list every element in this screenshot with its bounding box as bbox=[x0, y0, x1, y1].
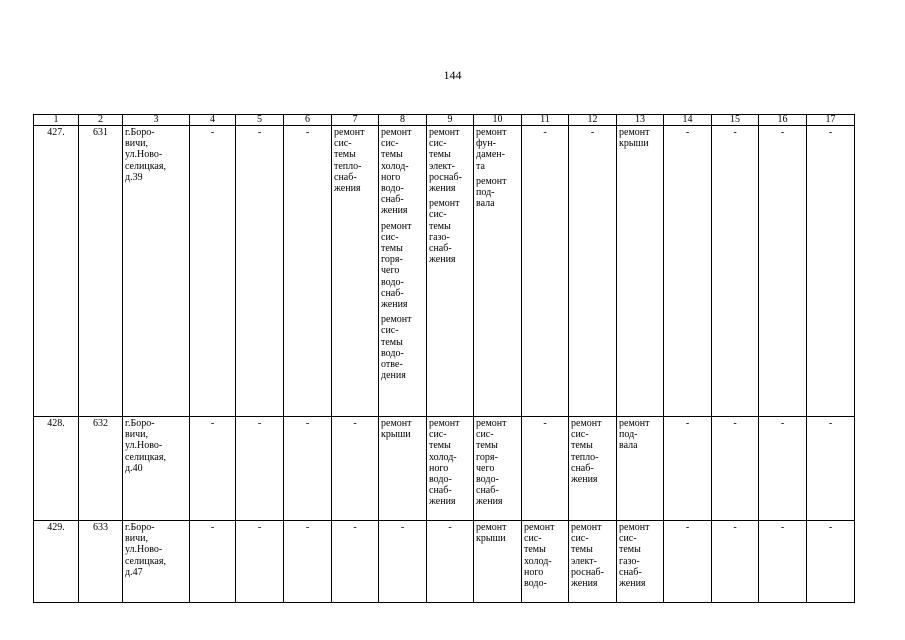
column-header: 17 bbox=[807, 115, 855, 126]
table-cell-empty: - bbox=[236, 126, 284, 417]
table-cell-number: 427. bbox=[34, 126, 79, 417]
column-header: 6 bbox=[284, 115, 332, 126]
table-cell-number: 631 bbox=[79, 126, 123, 417]
work-item-line: снаб- bbox=[381, 287, 404, 299]
address-line: г.Боро- bbox=[125, 418, 155, 429]
work-item-line: холод- bbox=[429, 451, 457, 463]
table-cell-work bbox=[474, 417, 522, 521]
work-item-line: ремонт bbox=[571, 522, 602, 533]
column-header: 7 bbox=[332, 115, 379, 126]
work-item-line: темы bbox=[334, 149, 356, 161]
work-item-line: ного bbox=[381, 171, 401, 183]
work-item-line: ремонт bbox=[429, 198, 460, 210]
work-item bbox=[381, 127, 424, 217]
table-cell-work bbox=[617, 126, 664, 417]
work-item-line: под- bbox=[476, 187, 495, 199]
column-header: 12 bbox=[569, 115, 617, 126]
address-line: д.40 bbox=[125, 462, 143, 474]
table-cell-empty: - bbox=[807, 417, 855, 521]
work-item-line: ремонт bbox=[381, 314, 412, 326]
work-item-line: вала bbox=[619, 440, 638, 452]
table-cell-work bbox=[617, 521, 664, 603]
work-item bbox=[571, 418, 614, 485]
work-item-line: ремонт bbox=[524, 522, 555, 533]
address-line: д.39 bbox=[125, 171, 143, 183]
table-cell-empty: - bbox=[284, 126, 332, 417]
work-item-line: ного bbox=[524, 566, 544, 578]
work-item-line: жения bbox=[429, 496, 456, 508]
address-line: вичи, bbox=[125, 138, 148, 150]
table-cell-empty: - bbox=[712, 521, 759, 603]
work-item-line: ремонт bbox=[619, 127, 650, 138]
table-cell-number: 632 bbox=[79, 417, 123, 521]
work-item-line: жения bbox=[619, 578, 646, 590]
work-item bbox=[619, 127, 661, 149]
work-item-line: ремонт bbox=[429, 418, 460, 429]
work-item-line: темы bbox=[429, 220, 451, 232]
work-item-line: снаб- bbox=[334, 171, 357, 183]
column-header: 1 bbox=[34, 115, 79, 126]
work-item-line: горя- bbox=[381, 254, 403, 266]
work-item bbox=[381, 418, 424, 440]
column-header: 13 bbox=[617, 115, 664, 126]
work-item bbox=[619, 418, 661, 452]
table-cell-empty: - bbox=[807, 126, 855, 417]
work-item-line: ного bbox=[429, 462, 449, 474]
work-item-line: жения bbox=[334, 183, 361, 195]
work-item bbox=[476, 127, 519, 172]
page-number: 144 bbox=[443, 68, 462, 82]
table-cell-empty: - bbox=[332, 417, 379, 521]
work-item-line: водо- bbox=[381, 276, 404, 288]
work-item-line: крыши bbox=[619, 138, 649, 150]
work-item-line: тепло- bbox=[571, 451, 599, 463]
work-item bbox=[571, 522, 614, 589]
work-item-line: сис- bbox=[381, 325, 399, 337]
column-header: 9 bbox=[427, 115, 474, 126]
work-item-line: темы bbox=[571, 544, 593, 556]
table-cell-number: 633 bbox=[79, 521, 123, 603]
work-item-line: сис- bbox=[571, 429, 589, 441]
column-header: 14 bbox=[664, 115, 712, 126]
table-row bbox=[34, 417, 855, 521]
work-item-line: элект- bbox=[429, 160, 455, 172]
work-item-line: крыши bbox=[381, 429, 411, 441]
work-item-line: ремонт bbox=[476, 418, 507, 429]
table-cell-empty: - bbox=[379, 521, 427, 603]
table-cell-empty: - bbox=[664, 417, 712, 521]
work-item-line: темы bbox=[381, 149, 403, 161]
table-cell-number: 429. bbox=[34, 521, 79, 603]
work-item-line: отве- bbox=[381, 359, 403, 371]
table-cell-empty: - bbox=[712, 126, 759, 417]
table-cell-empty: - bbox=[284, 521, 332, 603]
table-cell-work bbox=[474, 521, 522, 603]
work-item-line: темы bbox=[429, 440, 451, 452]
work-item-line: ремонт bbox=[334, 127, 365, 138]
work-item bbox=[429, 127, 471, 194]
work-item-line: ремонт bbox=[429, 127, 460, 138]
work-item-line: сис- bbox=[334, 138, 352, 150]
work-item-line: газо- bbox=[429, 231, 450, 243]
work-item-line: крыши bbox=[476, 533, 506, 545]
work-item-line: роснаб- bbox=[429, 171, 462, 183]
work-item-line: жения bbox=[381, 205, 408, 217]
work-item-line: темы bbox=[381, 336, 403, 348]
column-header: 16 bbox=[759, 115, 807, 126]
table-cell-address bbox=[123, 417, 190, 521]
table-cell-work bbox=[522, 521, 569, 603]
table-cell-empty: - bbox=[522, 126, 569, 417]
work-item-line: та bbox=[476, 160, 485, 172]
table-cell-empty: - bbox=[190, 417, 236, 521]
work-item-line: сис- bbox=[476, 429, 494, 441]
table-cell-empty: - bbox=[664, 521, 712, 603]
work-item-line: снаб- bbox=[429, 243, 452, 255]
table-cell-empty: - bbox=[284, 417, 332, 521]
work-item-line: холод- bbox=[381, 160, 409, 172]
work-item-line: вала bbox=[476, 198, 495, 210]
work-item bbox=[619, 522, 661, 589]
work-item-line: темы bbox=[476, 440, 498, 452]
work-item bbox=[524, 522, 566, 589]
work-item-line: ремонт bbox=[571, 418, 602, 429]
table-cell-number: 428. bbox=[34, 417, 79, 521]
table-cell-address bbox=[123, 126, 190, 417]
table-cell-work bbox=[569, 417, 617, 521]
table-cell-work bbox=[474, 126, 522, 417]
column-header: 4 bbox=[190, 115, 236, 126]
work-item bbox=[476, 418, 519, 508]
work-item-line: фун- bbox=[476, 138, 496, 150]
table-cell-empty: - bbox=[236, 521, 284, 603]
address-line: д.47 bbox=[125, 566, 143, 578]
table-cell-empty: - bbox=[712, 417, 759, 521]
work-item-line: дения bbox=[381, 370, 406, 382]
address-line: г.Боро- bbox=[125, 127, 155, 138]
work-item-line: водо- bbox=[429, 474, 452, 486]
table-row bbox=[34, 126, 855, 417]
work-item-line: горя- bbox=[476, 451, 498, 463]
work-item-line: темы bbox=[524, 544, 546, 556]
work-item-line: газо- bbox=[619, 555, 640, 567]
table-cell-work bbox=[379, 126, 427, 417]
work-item-line: сис- bbox=[571, 533, 589, 545]
work-item-line: под- bbox=[619, 429, 638, 441]
work-item-line: сис- bbox=[429, 429, 447, 441]
work-item-line: ремонт bbox=[476, 127, 507, 138]
work-item-line: тепло- bbox=[334, 160, 362, 172]
work-item-line: жения bbox=[381, 299, 408, 311]
work-item-line: снаб- bbox=[381, 194, 404, 206]
address-line: вичи, bbox=[125, 429, 148, 441]
column-header: 3 bbox=[123, 115, 190, 126]
header-row bbox=[34, 115, 855, 126]
address-line: ул.Ново- bbox=[125, 149, 163, 161]
column-header: 15 bbox=[712, 115, 759, 126]
table-cell-work bbox=[427, 417, 474, 521]
work-item-line: сис- bbox=[619, 533, 637, 545]
work-item-line: ремонт bbox=[476, 175, 507, 187]
work-item-line: снаб- bbox=[571, 462, 594, 474]
work-item-line: водо- bbox=[381, 183, 404, 195]
address-line: ул.Ново- bbox=[125, 544, 163, 556]
table-cell-empty: - bbox=[759, 126, 807, 417]
work-item-line: жения bbox=[571, 578, 598, 590]
table-cell-work bbox=[617, 417, 664, 521]
address-line: вичи, bbox=[125, 533, 148, 545]
table-cell-work bbox=[569, 521, 617, 603]
column-header: 10 bbox=[474, 115, 522, 126]
table-cell-empty: - bbox=[332, 521, 379, 603]
work-item bbox=[334, 127, 376, 194]
table-cell-empty: - bbox=[759, 521, 807, 603]
address-line: селицкая, bbox=[125, 160, 166, 172]
work-item-line: ремонт bbox=[381, 127, 412, 138]
work-item-line: водо- bbox=[524, 578, 547, 590]
work-item-line: ремонт bbox=[619, 522, 650, 533]
work-item bbox=[381, 314, 424, 381]
work-item-line: ремонт bbox=[381, 418, 412, 429]
work-item-line: сис- bbox=[429, 138, 447, 150]
address-line: селицкая, bbox=[125, 555, 166, 567]
work-item bbox=[429, 418, 471, 508]
work-item-line: темы bbox=[571, 440, 593, 452]
work-item-line: снаб- bbox=[476, 485, 499, 497]
address-line: г.Боро- bbox=[125, 522, 155, 533]
work-item-line: сис- bbox=[524, 533, 542, 545]
work-item bbox=[429, 198, 471, 265]
column-header: 2 bbox=[79, 115, 123, 126]
table-cell-work bbox=[379, 417, 427, 521]
work-item-line: ремонт bbox=[381, 220, 412, 232]
table-cell-work bbox=[427, 126, 474, 417]
work-item-line: холод- bbox=[524, 555, 552, 567]
table-row bbox=[34, 521, 855, 603]
work-item-line: темы bbox=[619, 544, 641, 556]
work-item-line: сис- bbox=[381, 138, 399, 150]
table-cell-empty: - bbox=[759, 417, 807, 521]
work-item bbox=[476, 176, 519, 210]
work-item-line: водо- bbox=[476, 474, 499, 486]
work-item bbox=[381, 221, 424, 311]
work-item-line: ремонт bbox=[476, 522, 507, 533]
table-cell-empty: - bbox=[807, 521, 855, 603]
work-item-line: чего bbox=[476, 462, 495, 474]
work-item-line: элект- bbox=[571, 555, 597, 567]
work-item-line: темы bbox=[429, 149, 451, 161]
table-cell-empty: - bbox=[190, 126, 236, 417]
work-item-line: жения bbox=[476, 496, 503, 508]
work-item-line: жения bbox=[429, 183, 456, 195]
work-item-line: водо- bbox=[381, 347, 404, 359]
work-item-line: снаб- bbox=[429, 485, 452, 497]
work-item bbox=[476, 522, 519, 544]
address-line: ул.Ново- bbox=[125, 440, 163, 452]
column-header: 5 bbox=[236, 115, 284, 126]
table-cell-empty: - bbox=[190, 521, 236, 603]
table-cell-work bbox=[332, 126, 379, 417]
work-item-line: роснаб- bbox=[571, 566, 604, 578]
address-line: селицкая, bbox=[125, 451, 166, 463]
table-cell-empty: - bbox=[522, 417, 569, 521]
column-header: 8 bbox=[379, 115, 427, 126]
table-cell-empty: - bbox=[236, 417, 284, 521]
repair-schedule-table bbox=[33, 114, 855, 603]
column-header: 11 bbox=[522, 115, 569, 126]
table-cell-address bbox=[123, 521, 190, 603]
table-cell-empty: - bbox=[569, 126, 617, 417]
work-item-line: чего bbox=[381, 265, 400, 277]
work-item-line: жения bbox=[571, 474, 598, 486]
table-cell-empty: - bbox=[664, 126, 712, 417]
work-item-line: темы bbox=[381, 243, 403, 255]
work-item-line: ремонт bbox=[619, 418, 650, 429]
work-item-line: сис- bbox=[429, 209, 447, 221]
work-item-line: сис- bbox=[381, 231, 399, 243]
work-item-line: жения bbox=[429, 254, 456, 266]
work-item-line: снаб- bbox=[619, 566, 642, 578]
work-item-line: дамен- bbox=[476, 149, 505, 161]
table-cell-empty: - bbox=[427, 521, 474, 603]
